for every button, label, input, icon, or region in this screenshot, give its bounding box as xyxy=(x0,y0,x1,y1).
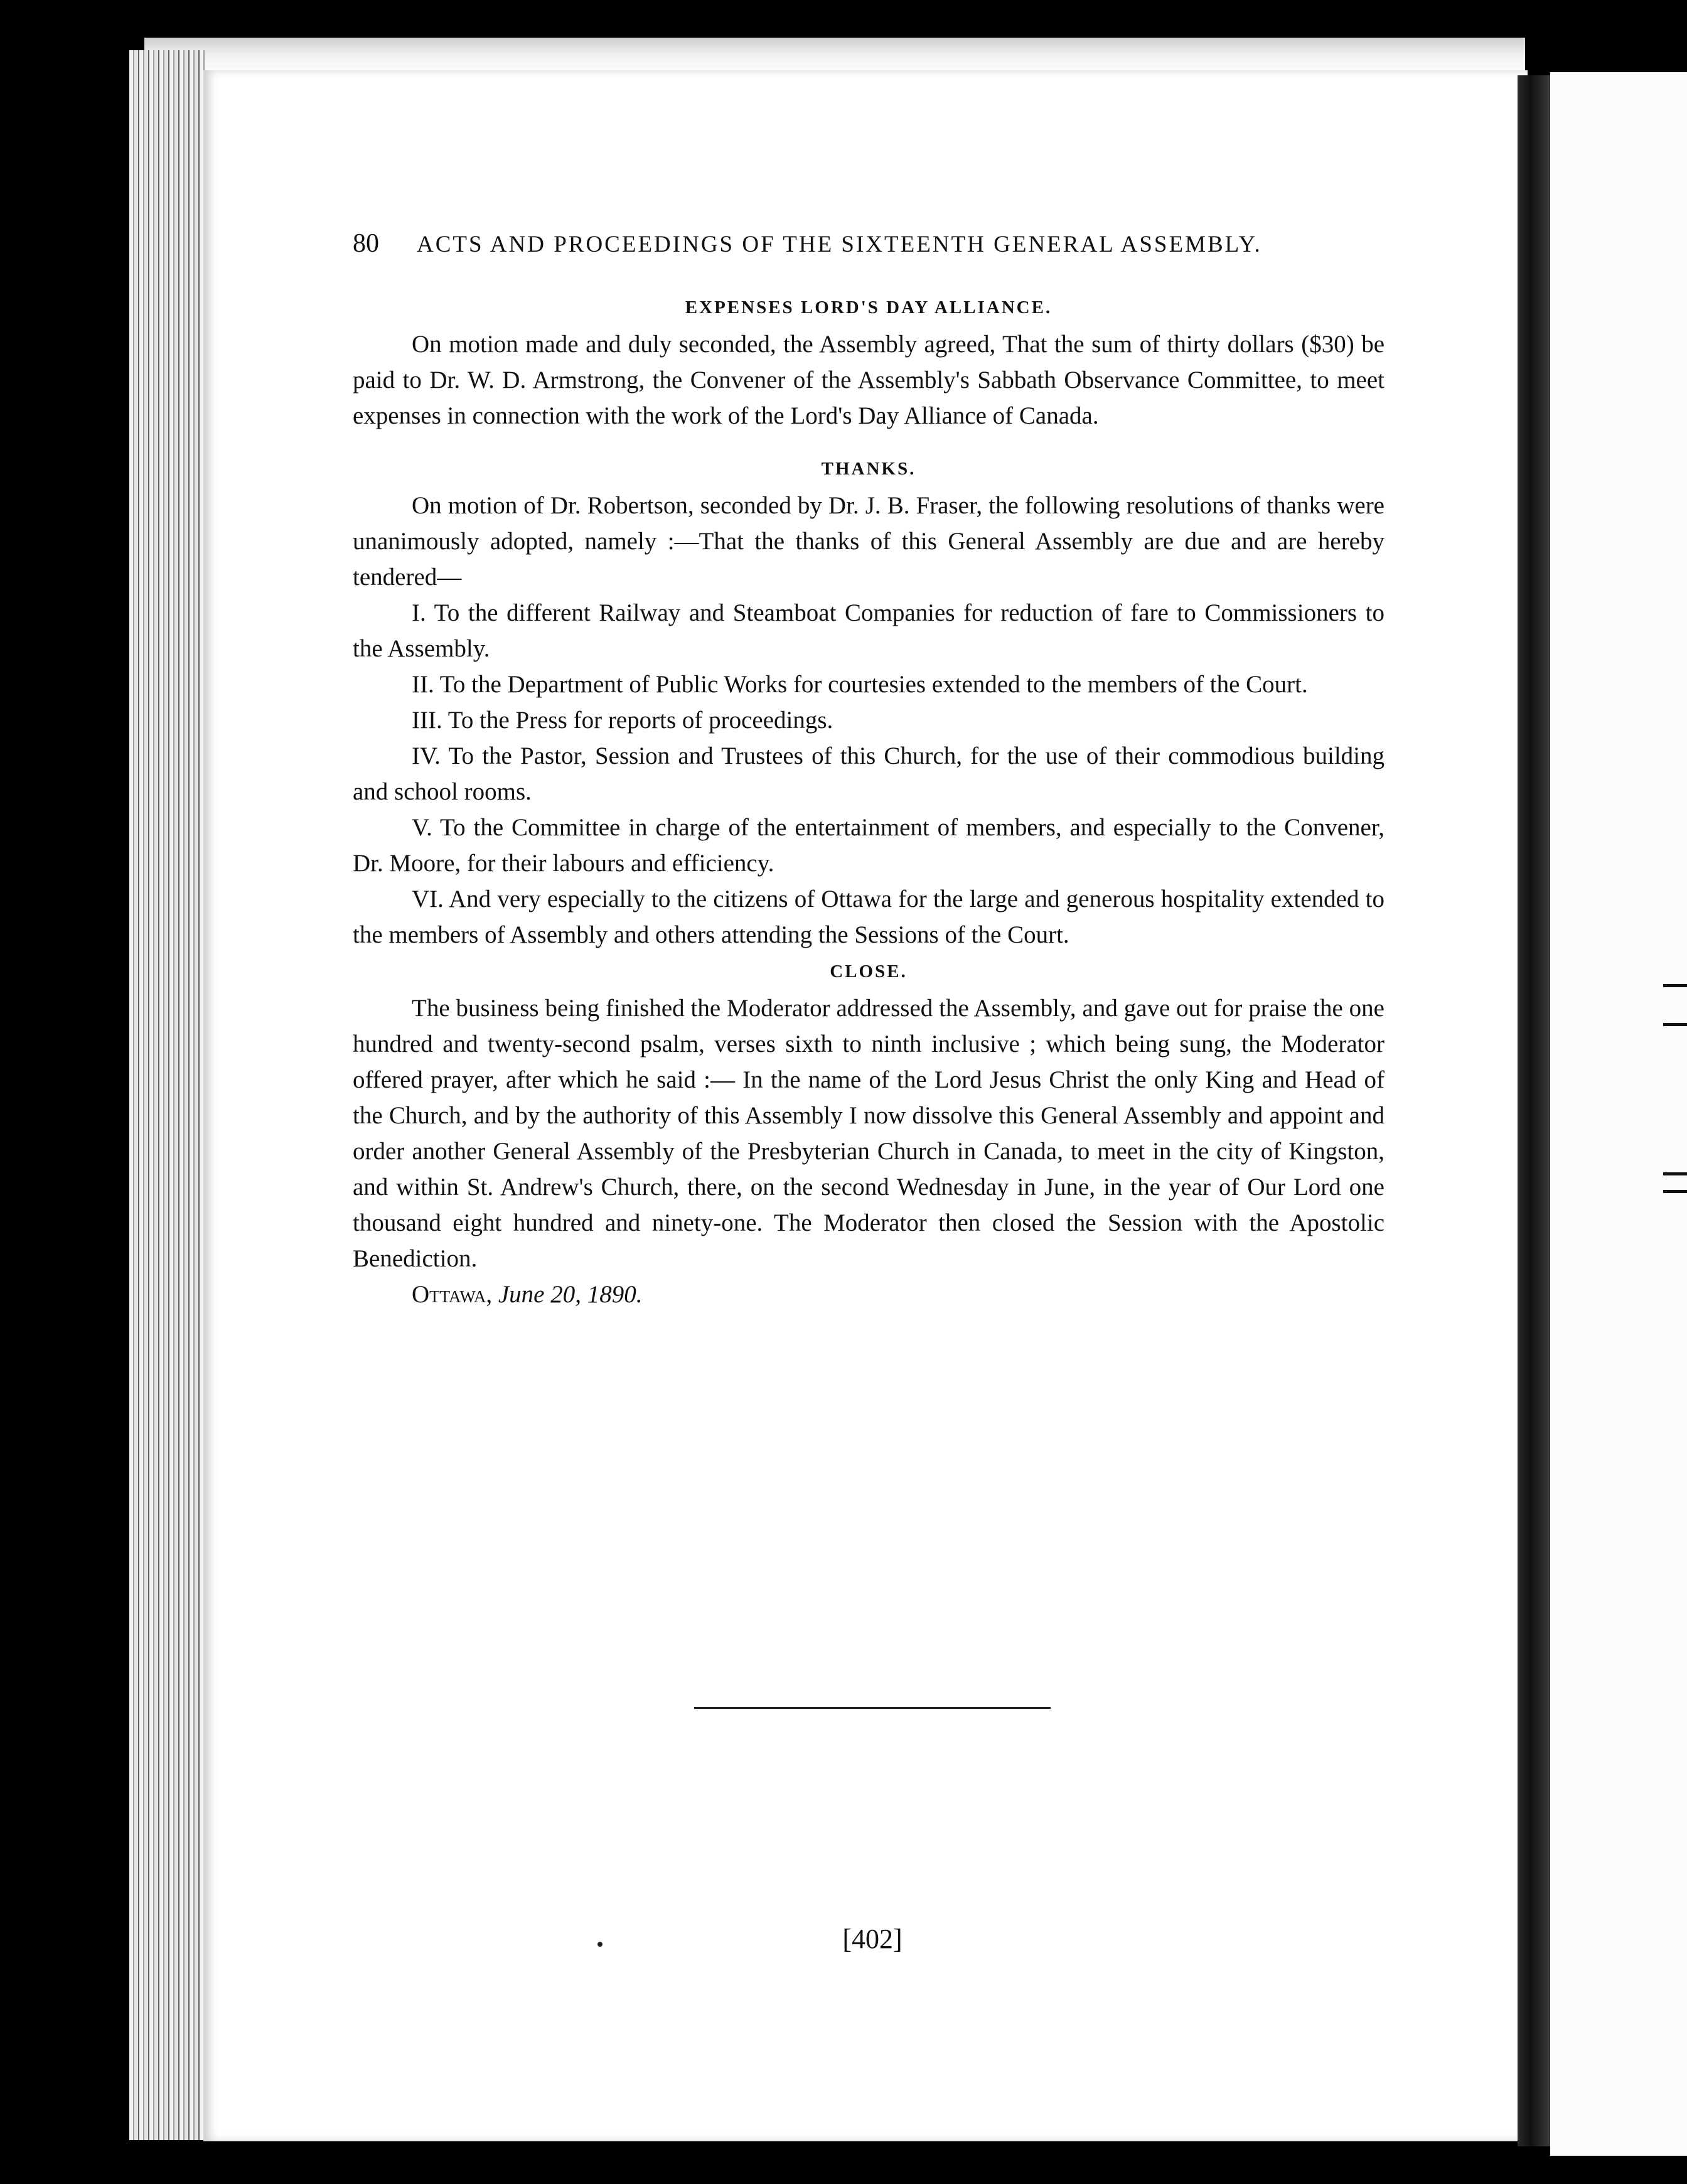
thanks-item: I. To the different Railway and Steamboat Companies for reduction of fare to Commissioners to the Assembly. xyxy=(353,599,1384,662)
body-text xyxy=(353,289,1384,1312)
close-paragraph: The business being finished the Moderator addressed the Assembly, and gave out for praise the one hundred and twenty-second psalm, verses sixth to ninth inclusive ; which being sung, the Moderator offered prayer, after which he said :— In the name of the Lord Jesus Christ the only King and Head of the Church, and by the authority of this Assembly I now dissolve this General Assembly and appoint and order another General Assembly of the Presbyterian Church in Canada, to meet in the city of Kingston, and within St. Andrew's Church, there, on the second Wednesday in June, in the year of Our Lord one thousand eight hundred and ninety-one. The Moderator then closed the Session with the Apostolic Benediction. xyxy=(353,995,1384,1272)
footer-page-number: [402] xyxy=(842,1924,902,1954)
section-heading-expenses: EXPENSES LORD'S DAY ALLIANCE. xyxy=(685,297,1052,318)
thanks-item: V. To the Committee in charge of the entertainment of members, and especially to the Convener, Dr. Moore, for their labours and efficiency. xyxy=(353,814,1384,877)
signoff-date: June 20, 1890. xyxy=(498,1281,643,1308)
thanks-item: II. To the Department of Public Works for courtesies extended to the members of the Court. xyxy=(412,671,1308,698)
section-heading-close: CLOSE. xyxy=(830,961,908,982)
signoff xyxy=(353,1277,1384,1312)
expenses-paragraph: On motion made and duly seconded, the Assembly agreed, That the sum of thirty dollars ($30) be paid to Dr. W. D. Armstrong, the Convener of the Assembly's Sabbath Observance Committee, to meet expenses in connection with the work of the Lord's Day Alliance of Canada. xyxy=(353,331,1384,429)
book-page-edges xyxy=(129,50,205,2140)
facing-page-mark xyxy=(1663,1190,1687,1193)
thanks-intro: On motion of Dr. Robertson, seconded by Dr. J. B. Fraser, the following resolutions of thanks were unanimously adopted, namely :—That the thanks of this General Assembly are due and are hereby tendered— xyxy=(353,492,1384,591)
book-binding xyxy=(1518,75,1550,2146)
facing-page-mark xyxy=(1663,984,1687,987)
book-top-edge xyxy=(144,38,1525,75)
running-head-title: ACTS AND PROCEEDINGS OF THE SIXTEENTH GENERAL ASSEMBLY. xyxy=(417,232,1262,257)
thanks-item: VI. And very especially to the citizens of Ottawa for the large and generous hospitality extended to the members of Assembly and others attending the Sessions of the Court. xyxy=(353,886,1384,948)
page-number: 80 xyxy=(353,229,379,258)
thanks-item: IV. To the Pastor, Session and Trustees of this Church, for the use of their commodious building and school rooms. xyxy=(353,742,1384,805)
signoff-place: Ottawa, xyxy=(412,1281,493,1308)
facing-page-mark xyxy=(1663,1172,1687,1175)
section-heading-thanks: THANKS. xyxy=(821,459,916,479)
facing-page xyxy=(1550,72,1687,2156)
stray-dot xyxy=(597,1942,602,1947)
closing-rule xyxy=(694,1707,1051,1709)
running-head xyxy=(353,228,1307,266)
facing-page-mark xyxy=(1663,1023,1687,1026)
thanks-item: III. To the Press for reports of proceedings. xyxy=(412,707,833,734)
